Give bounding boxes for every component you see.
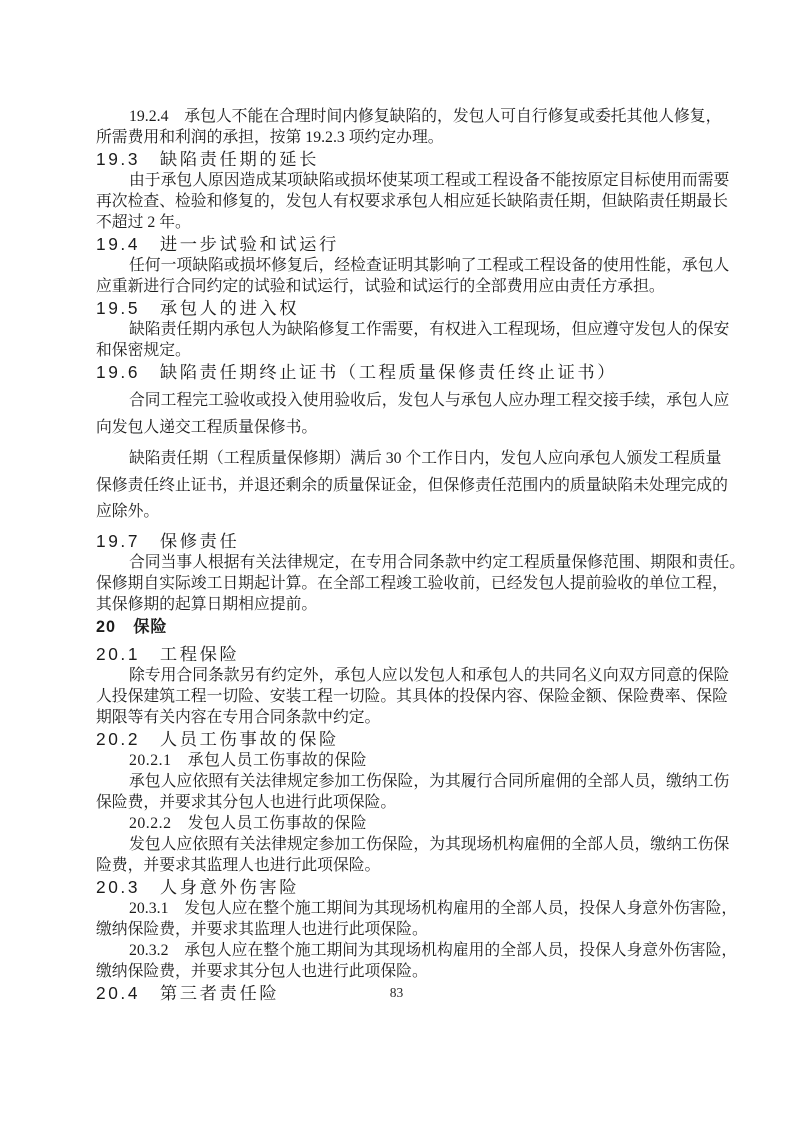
- text-line: 20.2.1 承包人员工伤事故的保险: [129, 751, 368, 769]
- clause-subheading: [96, 750, 708, 771]
- text-line: 20.3.1 发包人应在整个施工期间为其现场机构雇用的全部人员，投保人身意外伤害险，: [129, 899, 738, 917]
- text-line: 19.7 保修责任: [96, 530, 240, 551]
- clause-heading: [96, 643, 708, 665]
- text-line: 19.3 缺陷责任期的延长: [96, 149, 319, 169]
- clause-paragraph: [96, 834, 730, 876]
- text-line: 19.4 进一步试验和试运行: [96, 234, 339, 254]
- text-line: 合同工程完工验收或投入使用验收后，发包人与承包人应办理工程交接手续，承包人应: [129, 392, 730, 409]
- text-line: 缴纳保险费，并要求其监理人也进行此项保险。: [96, 920, 428, 938]
- text-line: 保修责任终止证书，并退还剩余的质量保证金，但保修责任范围内的质量缺陷未处理完成的: [96, 476, 728, 494]
- text-line: 所需费用和利润的承担，按第 19.2.3 项约定办理。: [96, 129, 444, 146]
- page-number: 83: [389, 985, 404, 1000]
- text-line: 期限等有关内容在专用合同条款中约定。: [96, 708, 381, 726]
- clause-paragraph: [96, 771, 730, 813]
- text-line: 发包人应依照有关法律规定参加工伤保险，为其现场机构雇佣的全部人员，缴纳工伤保: [129, 835, 730, 853]
- text-line: 险费，并要求其监理人也进行此项保险。: [96, 856, 381, 874]
- clause-heading: [96, 361, 708, 383]
- text-line: 应除外。: [96, 503, 160, 520]
- text-line: 和保密规定。: [96, 342, 191, 359]
- text-line: 20.3 人身意外伤害险: [96, 876, 300, 897]
- text-line: 保修期自实际竣工日期起计算。在全部工程竣工验收前，已经发包人提前验收的单位工程，: [96, 574, 728, 592]
- page-footer: [0, 984, 793, 1002]
- clause-paragraph-loose: [96, 446, 728, 526]
- text-line: 向发包人递交工程质量保修书。: [96, 418, 318, 436]
- clause-subheading: [96, 813, 708, 834]
- clause-chapter-heading: [96, 616, 708, 638]
- text-line: 19.6 缺陷责任期终止证书（工程质量保修责任终止证书）: [96, 362, 618, 382]
- text-line: 缺陷责任期（工程质量保修期）满后 30 个工作日内，发包人应向承包人颁发工程质量: [129, 450, 722, 467]
- text-line: 20.2 人员工伤事故的保险: [96, 728, 339, 749]
- text-line: 缴纳保险费，并要求其分包人也进行此项保险。: [96, 962, 428, 980]
- clause-paragraph: [96, 170, 730, 233]
- clause-paragraph: [96, 106, 722, 148]
- text-line: 应重新进行合同约定的试验和试运行，试验和试运行的全部费用应由责任方承担。: [96, 278, 665, 295]
- clause-heading: [96, 148, 708, 170]
- text-line: 缺陷责任期内承包人为缺陷修复工作需要，有权进入工程现场，但应遵守发包人的保安: [129, 321, 730, 338]
- text-line: 19.2.4 承包人不能在合理时间内修复缺陷的，发包人可自行修复或委托其他人修复，: [129, 108, 722, 125]
- text-line: 承包人应依照有关法律规定参加工伤保险，为其履行合同所雇佣的全部人员，缴纳工伤: [129, 772, 730, 790]
- document-content: [96, 106, 746, 1004]
- clause-paragraph: [96, 319, 730, 361]
- text-line: 人投保建筑工程一切险、安装工程一切险。其具体的投保内容、保险金额、保险费率、保险: [96, 687, 728, 705]
- clause-heading: [96, 297, 708, 319]
- text-line: 合同当事人根据有关法律规定，在专用合同条款中约定工程质量保修范围、期限和责任。: [129, 553, 746, 571]
- text-line: 20 保险: [96, 617, 168, 636]
- clause-heading: [96, 530, 708, 552]
- text-line: 20.2.2 发包人员工伤事故的保险: [129, 814, 368, 832]
- clause-paragraph-loose: [96, 388, 730, 441]
- text-line: 20.4 第三者责任险: [96, 982, 280, 1003]
- text-line: 不超过 2 年。: [96, 214, 191, 231]
- clause-paragraph: [96, 552, 746, 615]
- text-line: 20.1 工程保险: [96, 643, 240, 664]
- clause-heading: [96, 876, 708, 898]
- clause-paragraph: [96, 665, 730, 728]
- clause-paragraph: [96, 255, 730, 297]
- text-line: 再次检查、检验和修复的，发包人有权要求承包人相应延长缺陷责任期，但缺陷责任期最长: [96, 193, 728, 210]
- clause-paragraph: [96, 898, 738, 940]
- text-line: 任何一项缺陷或损坏修复后，经检查证明其影响了工程或工程设备的使用性能，承包人: [129, 257, 730, 274]
- text-line: 由于承包人原因造成某项缺陷或损坏使某项工程或工程设备不能按原定目标使用而需要: [129, 172, 730, 189]
- text-line: 20.3.2 承包人应在整个施工期间为其现场机构雇用的全部人员，投保人身意外伤害险，: [129, 941, 738, 959]
- clause-heading: [96, 233, 708, 255]
- text-line: 除专用合同条款另有约定外，承包人应以发包人和承包人的共同名义向双方同意的保险: [129, 666, 730, 684]
- clause-heading: [96, 728, 708, 750]
- text-line: 19.5 承包人的进入权: [96, 298, 300, 318]
- clause-paragraph: [96, 940, 738, 982]
- text-line: 保险费，并要求其分包人也进行此项保险。: [96, 793, 397, 811]
- text-line: 其保修期的起算日期相应提前。: [96, 595, 318, 613]
